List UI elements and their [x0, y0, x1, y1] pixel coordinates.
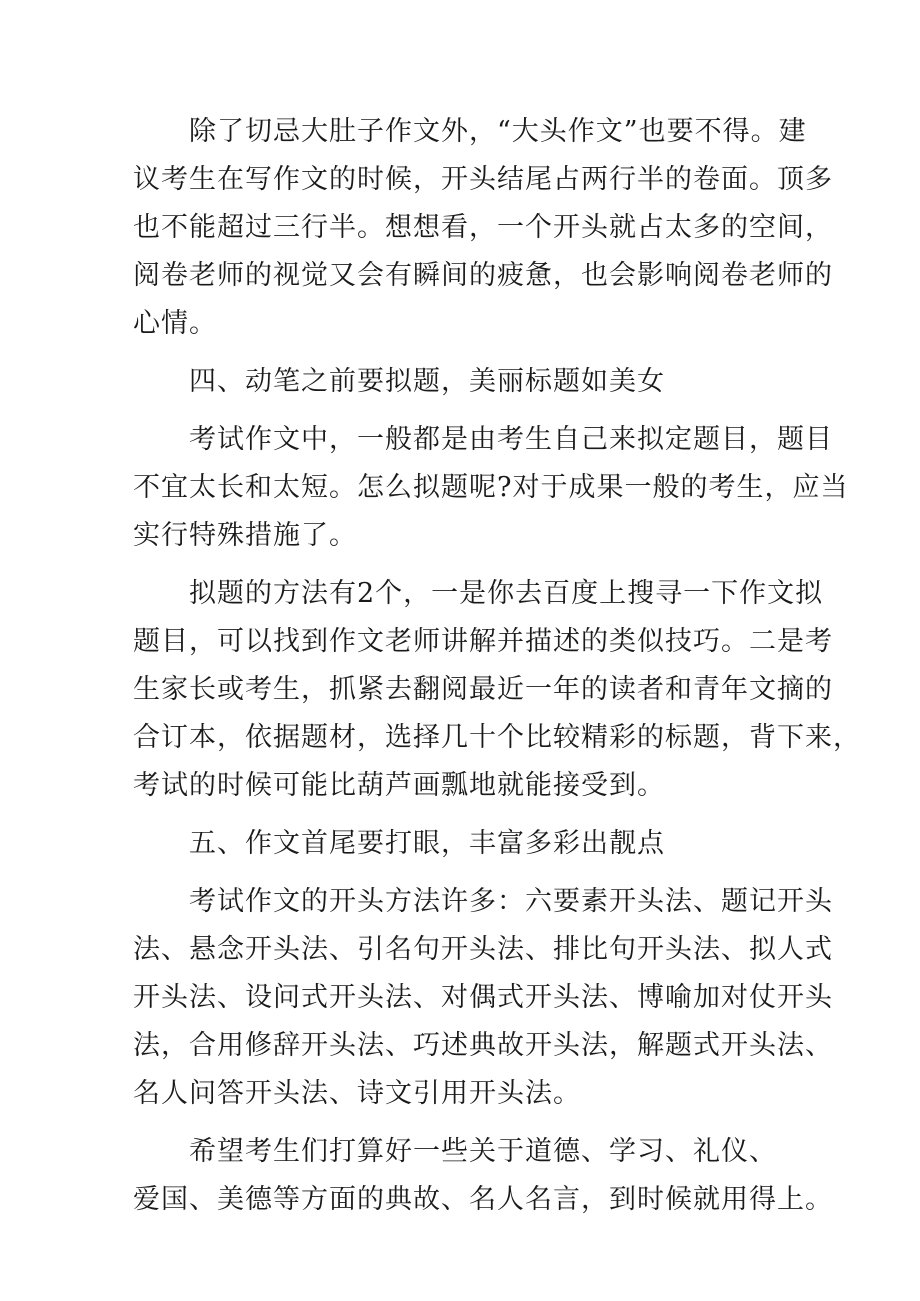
text-line: 不宜太长和太短。怎么拟题呢?对于成果一般的考生，应当: [133, 472, 849, 503]
text-line: 开头法、设问式开头法、对偶式开头法、博喻加对仗开头: [133, 982, 833, 1013]
text-line: 阅卷老师的视觉又会有瞬间的疲惫，也会影响阅卷老师的: [133, 260, 833, 291]
section-heading-4: 四、动笔之前要拟题，美丽标题如美女: [189, 366, 665, 397]
text-line: 生家长或考生，抓紧去翻阅最近一年的读者和青年文摘的: [133, 674, 833, 705]
text-line: 希望考生们打算好一些关于道德、学习、礼仪、: [189, 1136, 777, 1167]
text-line: 合订本，依据题材，选择几十个比较精彩的标题，背下来，: [133, 722, 861, 753]
text-line: 名人问答开头法、诗文引用开头法。: [133, 1078, 581, 1109]
paragraph-5: [133, 1128, 833, 1224]
paragraph-4: [133, 878, 833, 1118]
text-line: 实行特殊措施了。: [133, 520, 357, 551]
text-line: 除了切忌大肚子作文外，“大头作文”也要不得。建: [189, 116, 807, 147]
text-line: 也不能超过三行半。想想看，一个开头就占太多的空间，: [133, 212, 833, 243]
text-line: 考试作文中，一般都是由考生自己来拟定题目，题目: [189, 424, 833, 455]
paragraph-3: [133, 570, 861, 810]
paragraph-2: [133, 416, 849, 560]
text-line: 心情。: [133, 308, 217, 339]
text-line: 考试的时候可能比葫芦画瓢地就能接受到。: [133, 770, 665, 801]
text-line: 考试作文的开头方法许多：六要素开头法、题记开头: [189, 886, 833, 917]
document-body: [133, 108, 861, 1234]
text-line: 题目，可以找到作文老师讲解并描述的类似技巧。二是考: [133, 626, 833, 657]
text-line: 议考生在写作文的时候，开头结尾占两行半的卷面。顶多: [133, 164, 833, 195]
section-heading-5: 五、作文首尾要打眼，丰富多彩出靓点: [189, 828, 665, 859]
text-line: 爱国、美德等方面的典故、名人名言，到时候就用得上。: [133, 1184, 833, 1215]
paragraph-1: [133, 108, 833, 348]
text-line: 拟题的方法有2个，一是你去百度上搜寻一下作文拟: [189, 578, 824, 609]
text-line: 法、悬念开头法、引名句开头法、排比句开头法、拟人式: [133, 934, 833, 965]
text-line: 法，合用修辞开头法、巧述典故开头法，解题式开头法、: [133, 1030, 833, 1061]
